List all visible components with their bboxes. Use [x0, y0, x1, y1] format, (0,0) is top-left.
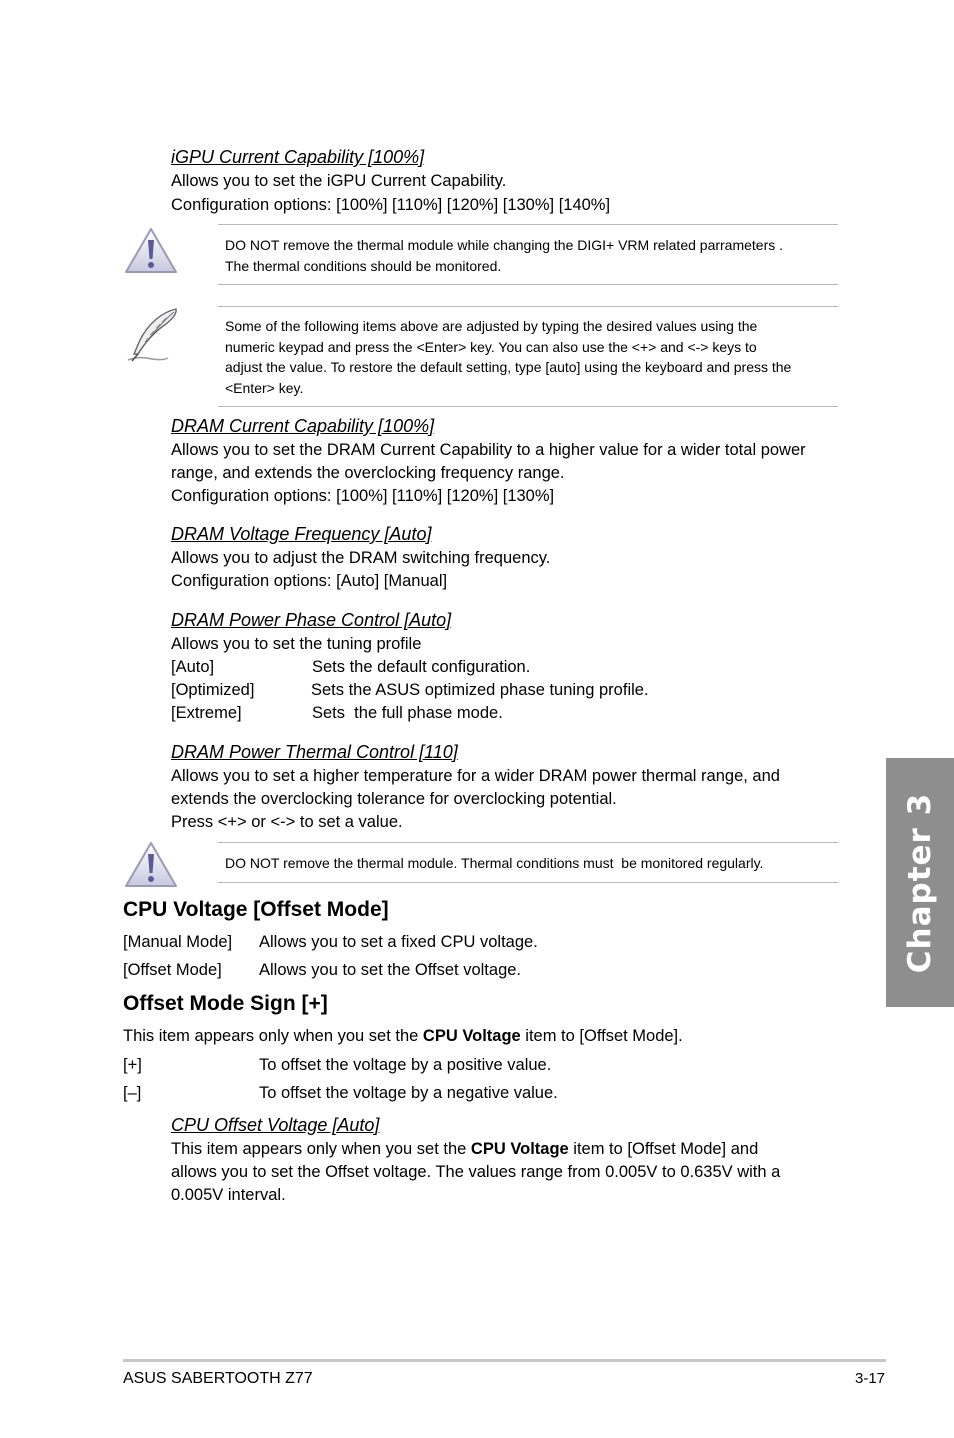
- footer-page-number: 3-17: [855, 1370, 886, 1387]
- footer-rule: [123, 1359, 886, 1362]
- cpu-offset-voltage-heading: CPU Offset Voltage [Auto]: [171, 1115, 380, 1135]
- dram-current-heading: DRAM Current Capability [100%]: [171, 416, 435, 436]
- option-key: [+]: [123, 1056, 142, 1074]
- dram-voltage-freq-line1: Allows you to adjust the DRAM switching frequency.: [171, 549, 551, 567]
- option-description: Sets the default configuration.: [312, 658, 531, 676]
- option-description: Sets the ASUS optimized phase tuning profile.: [311, 681, 649, 699]
- dram-power-phase-line1: Allows you to set the tuning profile: [171, 635, 422, 653]
- note1-line4: <Enter> key.: [225, 380, 304, 396]
- warning-triangle-icon: [124, 840, 178, 890]
- warning1-top-rule: [218, 224, 838, 225]
- option-key: [–]: [123, 1084, 142, 1102]
- option-key: [Manual Mode]: [123, 933, 233, 951]
- igpu-heading: iGPU Current Capability [100%]: [171, 147, 425, 167]
- cpu-offset-voltage-line2: allows you to set the Offset voltage. The values range from 0.005V to 0.635V with a: [171, 1163, 781, 1181]
- option-key: [Extreme]: [171, 704, 242, 722]
- option-description: Allows you to set the Offset voltage.: [259, 961, 522, 979]
- dram-power-thermal-heading: DRAM Power Thermal Control [110]: [171, 742, 458, 762]
- dram-current-line2: range, and extends the overclocking frequency range.: [171, 464, 565, 482]
- option-key: [Offset Mode]: [123, 961, 222, 979]
- dram-power-phase-heading: DRAM Power Phase Control [Auto]: [171, 610, 452, 630]
- offset-mode-sign-intro: This item appears only when you set the CPU Voltage item to [Offset Mode].: [123, 1027, 683, 1045]
- note1-bottom-rule: [218, 406, 838, 407]
- feather-pen-icon: [122, 306, 182, 364]
- option-description: To offset the voltage by a positive value.: [259, 1056, 552, 1074]
- warning-triangle-icon: [124, 226, 178, 276]
- dram-current-options: Configuration options: [100%] [110%] [120%] [130%]: [171, 487, 555, 505]
- dram-power-thermal-line3: Press <+> or <-> to set a value.: [171, 813, 403, 831]
- chapter-tab-label: Chapter 3: [902, 792, 938, 973]
- dram-power-thermal-line1: Allows you to set a higher temperature for a wider DRAM power thermal range, and: [171, 767, 780, 785]
- cpu-offset-voltage-line1: This item appears only when you set the CPU Voltage item to [Offset Mode] and: [171, 1140, 759, 1158]
- warning2-bottom-rule: [218, 882, 838, 883]
- dram-voltage-freq-heading: DRAM Voltage Frequency [Auto]: [171, 524, 432, 544]
- chapter-tab: [886, 758, 954, 1007]
- igpu-description: Allows you to set the iGPU Current Capability.: [171, 172, 507, 190]
- igpu-options: Configuration options: [100%] [110%] [120%] [130%] [140%]: [171, 196, 611, 214]
- cpu-voltage-heading: CPU Voltage [Offset Mode]: [123, 898, 389, 921]
- option-key: [Auto]: [171, 658, 215, 676]
- note1-line1: Some of the following items above are adjusted by typing the desired values using the: [225, 318, 758, 334]
- note1-top-rule: [218, 306, 838, 307]
- dram-power-thermal-line2: extends the overclocking tolerance for overclocking potential.: [171, 790, 617, 808]
- note1-line2: numeric keypad and press the <Enter> key. You can also use the <+> and <-> keys to: [225, 339, 757, 355]
- option-description: Allows you to set a fixed CPU voltage.: [259, 933, 538, 951]
- option-description: Sets the full phase mode.: [312, 704, 503, 722]
- offset-mode-sign-heading: Offset Mode Sign [+]: [123, 992, 328, 1015]
- warning1-line2: The thermal conditions should be monitored.: [225, 258, 502, 274]
- warning2-top-rule: [218, 842, 838, 843]
- option-key: [Optimized]: [171, 681, 255, 699]
- dram-current-line1: Allows you to set the DRAM Current Capability to a higher value for a wider total power: [171, 441, 806, 459]
- warning1-bottom-rule: [218, 284, 838, 285]
- option-description: To offset the voltage by a negative value.: [259, 1084, 558, 1102]
- warning2-line1: DO NOT remove the thermal module. Thermal conditions must be monitored regularly.: [225, 855, 764, 871]
- note1-line3: adjust the value. To restore the default setting, type [auto] using the keyboard and press the: [225, 359, 792, 375]
- footer-product-name: ASUS SABERTOOTH Z77: [123, 1370, 313, 1387]
- dram-voltage-freq-options: Configuration options: [Auto] [Manual]: [171, 572, 448, 590]
- warning1-line1: DO NOT remove the thermal module while changing the DIGI+ VRM related parrameters .: [225, 237, 784, 253]
- cpu-offset-voltage-line3: 0.005V interval.: [171, 1186, 286, 1204]
